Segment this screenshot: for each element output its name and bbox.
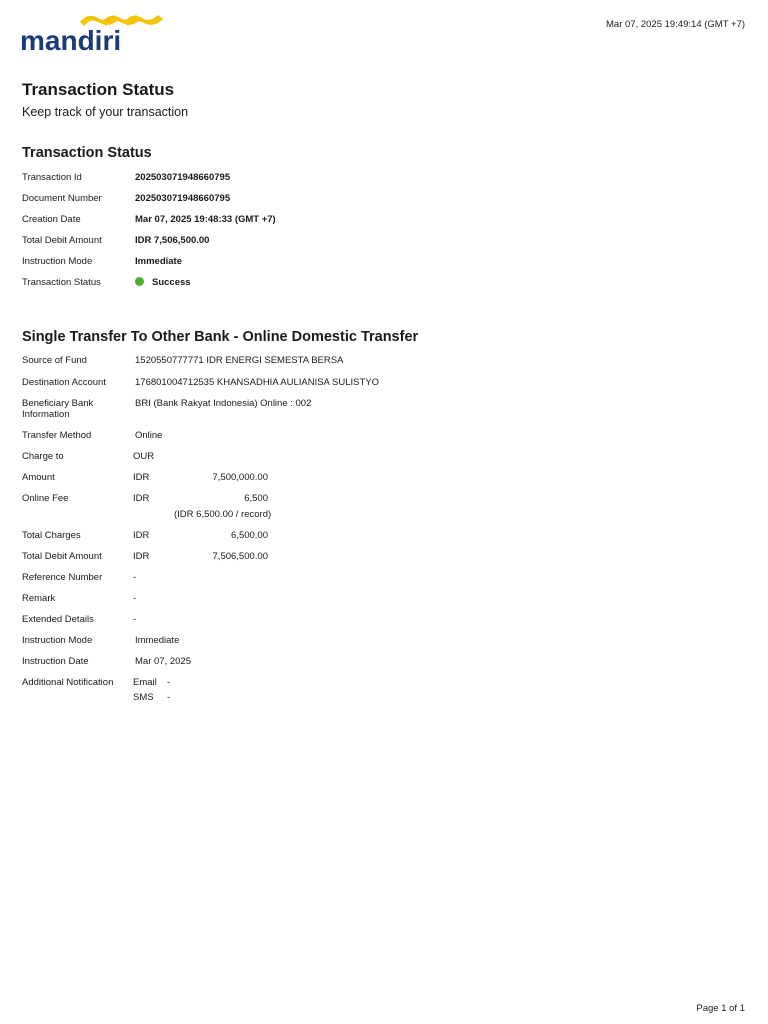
online-fee-label: Online Fee bbox=[22, 493, 69, 504]
sms-notification bbox=[133, 692, 170, 703]
beneficiary-bank-value: BRI (Bank Rakyat Indonesia) Online : 002 bbox=[135, 398, 312, 409]
total-charges-currency: IDR bbox=[133, 530, 150, 541]
total-debit-value: IDR 7,506,500.00 bbox=[135, 235, 210, 246]
online-fee-value: 6,500 bbox=[244, 493, 268, 504]
charge-to-label: Charge to bbox=[22, 451, 64, 462]
instruction-date-value: Mar 07, 2025 bbox=[135, 656, 191, 667]
charge-to-value: OUR bbox=[133, 451, 155, 462]
status-section-title: Transaction Status bbox=[22, 145, 152, 161]
document-number-label: Document Number bbox=[22, 193, 102, 204]
transaction-id-value: 202503071948660795 bbox=[135, 172, 231, 183]
source-of-fund-value: 1520550777771 IDR ENERGI SEMESTA BERSA bbox=[135, 355, 344, 366]
page-number: Page 1 of 1 bbox=[696, 1003, 745, 1014]
extended-details-value: - bbox=[133, 614, 137, 625]
reference-number-label: Reference Number bbox=[22, 572, 103, 583]
total-charges-label: Total Charges bbox=[22, 530, 81, 541]
remark-label: Remark bbox=[22, 593, 56, 604]
additional-notification-label: Additional Notification bbox=[22, 677, 114, 688]
status-text: Success bbox=[152, 277, 191, 288]
status-success-icon bbox=[135, 277, 144, 286]
online-fee-currency: IDR bbox=[133, 493, 150, 504]
instruction-date-label: Instruction Date bbox=[22, 656, 89, 667]
sms-value: - bbox=[167, 692, 171, 703]
logo-text: mandiri bbox=[20, 25, 122, 54]
transfer-instruction-mode-value: Immediate bbox=[135, 635, 180, 646]
source-of-fund-label: Source of Fund bbox=[22, 355, 87, 366]
amount-label: Amount bbox=[22, 472, 55, 483]
transaction-id-label: Transaction Id bbox=[22, 172, 82, 183]
amount-currency: IDR bbox=[133, 472, 150, 483]
email-notification bbox=[133, 677, 170, 688]
destination-account-label: Destination Account bbox=[22, 377, 106, 388]
total-charges-value: 6,500.00 bbox=[231, 530, 268, 541]
mandiri-logo-icon bbox=[20, 8, 170, 54]
amount-value: 7,500,000.00 bbox=[212, 472, 268, 483]
transfer-section-title: Single Transfer To Other Bank - Online Domestic Transfer bbox=[22, 329, 419, 345]
reference-number-value: - bbox=[133, 572, 137, 583]
instruction-mode-value: Immediate bbox=[135, 256, 182, 267]
extended-details-label: Extended Details bbox=[22, 614, 94, 625]
transfer-total-debit-currency: IDR bbox=[133, 551, 150, 562]
mandiri-logo bbox=[20, 8, 170, 54]
transfer-instruction-mode-label: Instruction Mode bbox=[22, 635, 93, 646]
remark-value: - bbox=[133, 593, 137, 604]
creation-date-value: Mar 07, 2025 19:48:33 (GMT +7) bbox=[135, 214, 276, 225]
email-value: - bbox=[167, 677, 171, 688]
page-title: Transaction Status bbox=[22, 80, 175, 99]
transfer-method-label: Transfer Method bbox=[22, 430, 92, 441]
document-number-value: 202503071948660795 bbox=[135, 193, 231, 204]
sms-label: SMS bbox=[133, 692, 154, 703]
creation-date-label: Creation Date bbox=[22, 214, 81, 225]
destination-account-value: 176801004712535 KHANSADHIA AULIANISA SULISTYO bbox=[135, 377, 379, 388]
page-subtitle: Keep track of your transaction bbox=[22, 105, 189, 119]
total-debit-label: Total Debit Amount bbox=[22, 235, 102, 246]
transfer-total-debit-value: 7,506,500.00 bbox=[212, 551, 268, 562]
email-label: Email bbox=[133, 677, 157, 688]
transaction-status-label: Transaction Status bbox=[22, 277, 101, 288]
transaction-status-value bbox=[135, 277, 191, 288]
transfer-total-debit-label: Total Debit Amount bbox=[22, 551, 102, 562]
beneficiary-bank-label: Beneficiary Bank Information bbox=[22, 398, 94, 420]
instruction-mode-label: Instruction Mode bbox=[22, 256, 93, 267]
transfer-method-value: Online bbox=[135, 430, 163, 441]
print-timestamp: Mar 07, 2025 19:49:14 (GMT +7) bbox=[606, 19, 745, 30]
online-fee-note: (IDR 6,500.00 / record) bbox=[174, 509, 272, 520]
